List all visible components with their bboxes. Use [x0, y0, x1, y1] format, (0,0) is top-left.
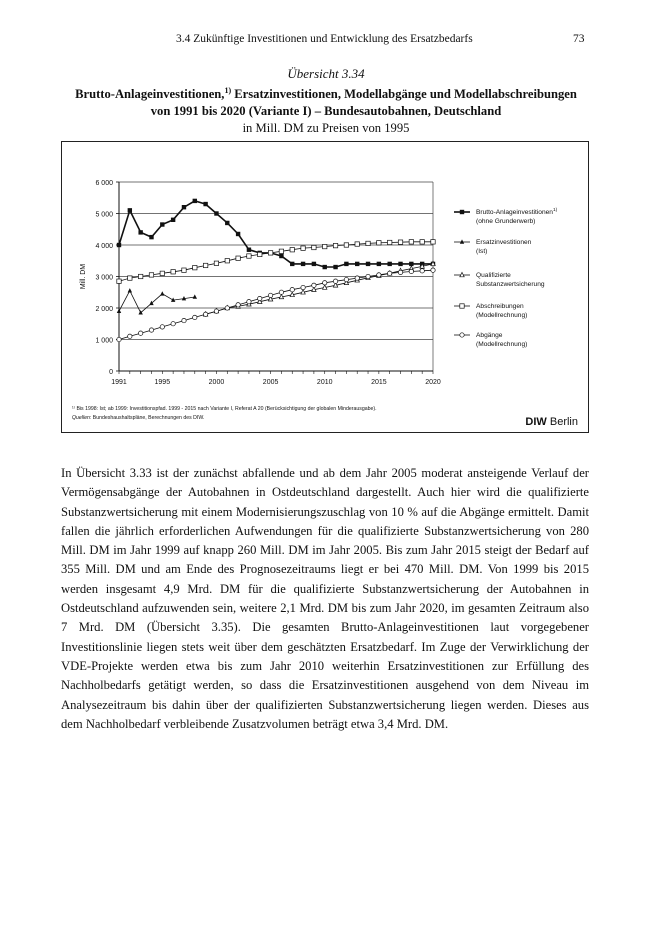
page-number: 73	[573, 33, 585, 45]
legend-marker	[460, 210, 464, 214]
data-point	[301, 262, 305, 266]
data-point	[182, 268, 186, 272]
data-point	[290, 248, 294, 252]
x-tick-label: 2020	[425, 379, 441, 386]
data-point	[117, 309, 121, 313]
data-point	[268, 251, 272, 255]
data-point	[160, 291, 164, 295]
data-point	[225, 221, 229, 225]
data-point	[193, 199, 197, 203]
data-point	[128, 208, 132, 212]
data-point	[279, 290, 283, 294]
data-point	[377, 273, 381, 277]
figure-box	[61, 141, 589, 433]
legend-label: Ersatzinvestitionen	[476, 239, 532, 246]
data-point	[290, 288, 294, 292]
data-point	[355, 242, 359, 246]
data-point	[149, 235, 153, 239]
data-point	[366, 241, 370, 245]
y-tick-label: 1 000	[95, 337, 113, 345]
y-tick-label: 0	[109, 369, 113, 376]
series-line	[119, 201, 433, 267]
legend-marker	[460, 304, 464, 308]
figure-sources	[72, 415, 204, 421]
data-point	[333, 265, 337, 269]
figure-title-part2: Ersatzinvestitionen, Modellabgänge und Modellabschreibungen	[231, 87, 577, 102]
data-point	[149, 328, 153, 332]
figure-footnote: ¹⁾ Bis 1998: Ist; ab 1999: Investitionspfad. 1999 - 2015 nach Variante I, Referat A 20 (Berücksichtigung der globalen Minderausgabe).	[72, 406, 377, 412]
data-point	[355, 276, 359, 280]
data-point	[236, 303, 240, 307]
legend-label: Qualifizierte	[476, 272, 511, 279]
data-point	[193, 294, 197, 298]
data-point	[225, 259, 229, 263]
figure-title-part1: Brutto-Anlageinvestitionen,	[75, 87, 225, 102]
data-point	[247, 300, 251, 304]
x-tick-label: 1991	[111, 379, 127, 386]
data-point	[138, 274, 142, 278]
data-point	[290, 262, 294, 266]
figure-title-line2: von 1991 bis 2020 (Variante I) – Bundesautobahnen, Deutschland	[150, 104, 502, 119]
figure-title	[60, 82, 592, 103]
data-point	[225, 306, 229, 310]
data-point	[214, 261, 218, 265]
data-point	[344, 277, 348, 281]
series-line	[119, 242, 433, 281]
y-tick-label: 6 000	[95, 180, 113, 187]
data-point	[149, 301, 153, 305]
legend-marker	[460, 272, 464, 276]
data-point	[409, 269, 413, 273]
legend-label: Abschreibungen	[476, 303, 524, 310]
figure-title-footnote-mark: 1)	[224, 86, 232, 95]
legend-label-line2: (Ist)	[476, 248, 488, 255]
data-point	[138, 230, 142, 234]
data-point	[387, 262, 391, 266]
x-tick-label: 2000	[208, 379, 225, 386]
data-point	[203, 202, 207, 206]
data-point	[117, 279, 121, 283]
legend-label-sup: 1)	[552, 208, 558, 213]
data-point	[160, 325, 164, 329]
data-point	[323, 265, 327, 269]
data-point	[182, 205, 186, 209]
data-point	[333, 243, 337, 247]
data-point	[247, 248, 251, 252]
data-point	[387, 271, 391, 275]
data-point	[214, 211, 218, 215]
legend-label-line2: (Modellrechnung)	[476, 341, 528, 348]
data-point	[312, 262, 316, 266]
data-point	[420, 269, 424, 273]
x-tick-label: 2005	[262, 379, 279, 386]
data-point	[323, 244, 327, 248]
body-paragraph: In Übersicht 3.33 ist der zunächst abfallende und ab dem Jahr 2005 moderat ansteigende Verlauf der Vermögensabgänge der Autobahnen in Ostdeutschland dargestellt. Auch hier wird die qualifizierte Substanzwertsicherung mit einem Modernisierungszuschlag von 10 % auf die Abgänge ermittelt. Damit fallen die jährlich erforderlichen Aufwendungen für die qualifizierte Substanzwertsicherung von 280 Mill. DM im Jahr 1999 auf knapp 260 Mill. DM im Jahr 2005. Bis zum Jahr 2015 steigt der Bedarf auf 355 Mill. DM und am Ende des Prognosezeitraums liegt er bei 470 Mill. DM. Von 1999 bis 2015 werden insgesamt 4,9 Mrd. DM für die qualifizierte Substanzwertsicherung der Autobahnen in Ostdeutschland aufzuwenden sein, weitere 2,1 Mrd. DM bis zum Jahr 2020, im gesamten Zeitraum also 7 Mrd. DM (Übersicht 3.35). Die gesamten Brutto-Anlageinvestitionen laut vorgegebener Investitionslinie liegen stets weit über dem geschätzten Ersatzbedarf. Im Zuge der Verwirklichung der VDE-Projekte werden etwa bis zum Jahr 2010 weiterhin Ersatzinvestitionen zur Erfüllung des Nachholbedarfs getätigt werden, so dass die Ersatzinvestitionen ausgehend von dem Niveau im Analysezeitraum bis dahin über der qualifizierten Substanzwertsicherung liegen werden. Dieses aus dem Nachholbedarf verbleibende Zusatzvolumen beträgt etwa 3,4 Mrd. DM.	[61, 466, 589, 731]
data-point	[366, 262, 370, 266]
x-tick-label: 1995	[154, 379, 171, 386]
data-point	[344, 243, 348, 247]
data-point	[128, 276, 132, 280]
y-tick-label: 3 000	[95, 274, 113, 282]
y-axis-label: Mill. DM	[80, 263, 87, 290]
data-point	[387, 240, 391, 244]
body-text	[61, 464, 589, 734]
data-point	[409, 240, 413, 244]
running-head	[0, 33, 650, 49]
data-point	[203, 312, 207, 316]
data-point	[138, 331, 142, 335]
data-point	[138, 310, 142, 314]
sources-label: Quellen	[72, 415, 90, 421]
data-point	[366, 274, 370, 278]
data-point	[301, 246, 305, 250]
data-point	[236, 232, 240, 236]
y-tick-label: 2 000	[95, 306, 113, 313]
series-line	[119, 270, 433, 339]
legend-marker	[460, 333, 464, 337]
data-point	[398, 240, 402, 244]
data-point	[312, 245, 316, 249]
data-point	[398, 262, 402, 266]
data-point	[214, 309, 218, 313]
data-point	[128, 334, 132, 338]
data-point	[301, 285, 305, 289]
sources-text: : Bundeshaushaltspläne, Berechnungen des DIW.	[89, 415, 205, 421]
x-tick-label: 2015	[371, 379, 387, 386]
legend-label: Abgänge	[476, 332, 503, 339]
data-point	[344, 262, 348, 266]
legend-label-line2: Substanzwertsicherung	[476, 281, 545, 288]
data-point	[312, 283, 316, 287]
data-point	[258, 296, 262, 300]
data-point	[258, 252, 262, 256]
diw-logo-regular: Berlin	[546, 416, 578, 428]
y-tick-label: 5 000	[95, 211, 113, 219]
data-point	[171, 218, 175, 222]
running-head-title: 3.4 Zukünftige Investitionen und Entwicklung des Ersatzbedarfs	[176, 33, 473, 45]
data-point	[279, 249, 283, 253]
data-point	[279, 254, 283, 258]
data-point	[171, 322, 175, 326]
data-point	[398, 270, 402, 274]
data-point	[377, 262, 381, 266]
data-point	[431, 240, 435, 244]
data-point	[193, 315, 197, 319]
data-point	[355, 262, 359, 266]
data-point	[117, 337, 121, 341]
legend-label: Brutto-Anlageinvestitionen$^{1)}$	[476, 208, 558, 216]
data-point	[203, 263, 207, 267]
y-tick-label: 4 000	[95, 243, 113, 250]
data-point	[268, 293, 272, 297]
data-point	[117, 243, 121, 247]
x-tick-label: 2010	[316, 379, 333, 386]
diw-logo	[525, 416, 578, 428]
data-point	[420, 240, 424, 244]
line-chart	[62, 142, 590, 434]
data-point	[171, 270, 175, 274]
data-point	[193, 265, 197, 269]
data-point	[160, 222, 164, 226]
data-point	[236, 256, 240, 260]
figure-caption	[60, 66, 592, 137]
legend-label-line2: (Modellrechnung)	[476, 312, 528, 319]
data-point	[431, 268, 435, 272]
data-point	[323, 281, 327, 285]
data-point	[149, 273, 153, 277]
data-point	[128, 288, 132, 292]
legend-label-line2: (ohne Grunderwerb)	[476, 218, 536, 225]
data-point	[333, 279, 337, 283]
figure-label: Übersicht 3.34	[287, 66, 365, 81]
figure-unit: in Mill. DM zu Preisen von 1995	[242, 121, 410, 136]
data-point	[247, 254, 251, 258]
data-point	[182, 318, 186, 322]
series-line	[119, 291, 195, 313]
data-point	[377, 241, 381, 245]
diw-logo-bold: DIW	[525, 416, 547, 428]
data-point	[160, 271, 164, 275]
